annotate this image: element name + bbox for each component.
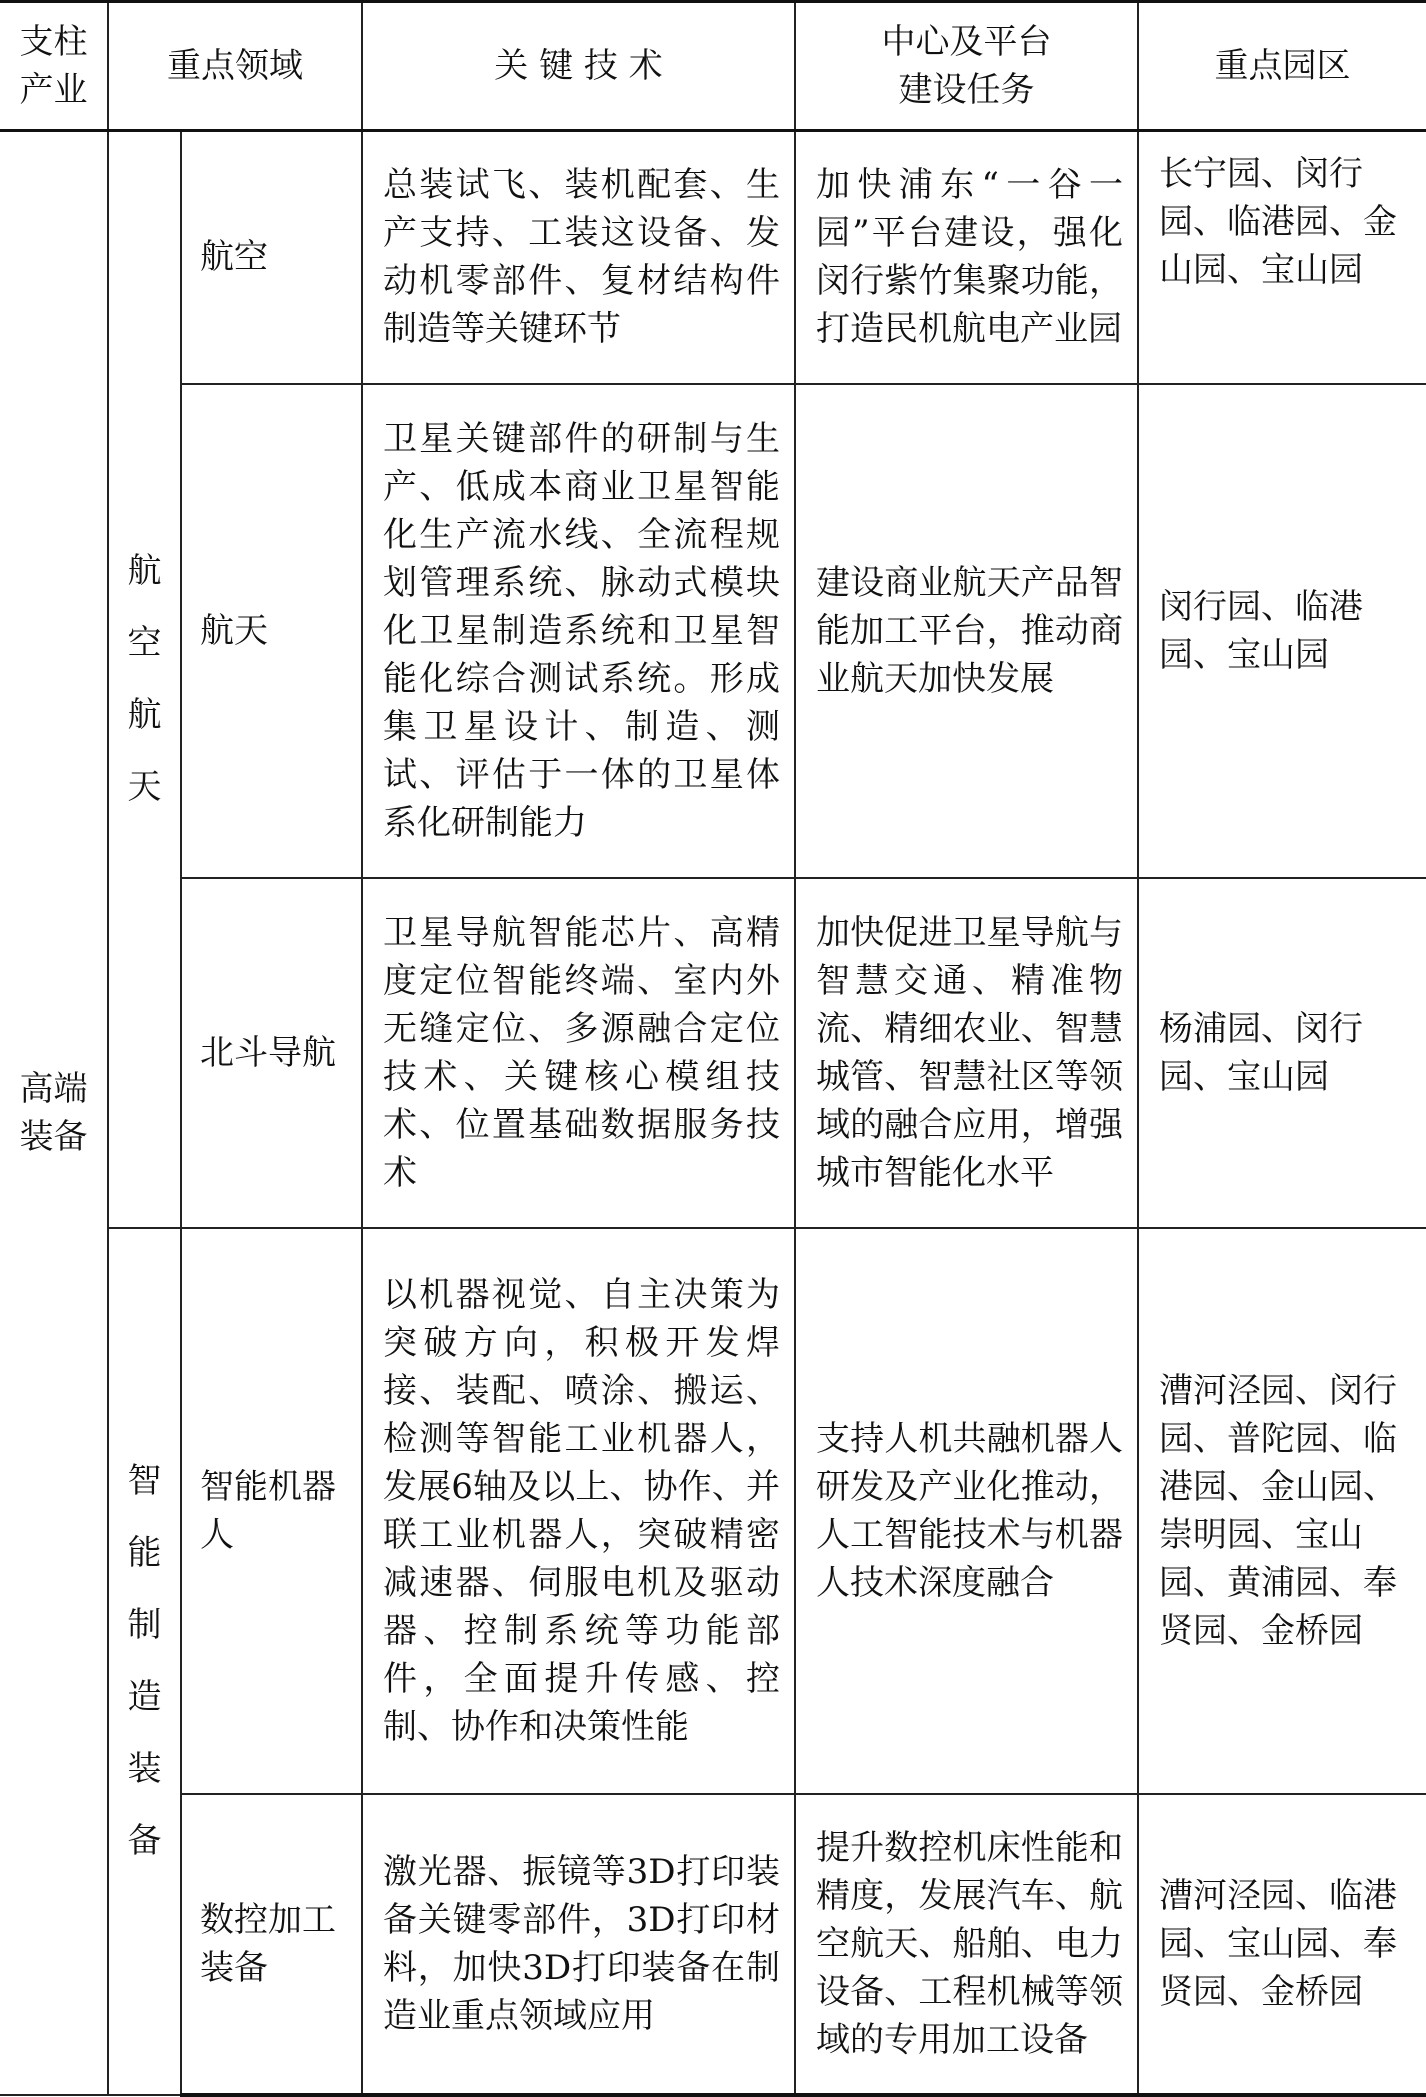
park-cell: 杨浦园、闵行园、宝山园	[1138, 878, 1426, 1228]
header-pillar-line2: 产业	[19, 70, 88, 110]
header-row	[0, 2, 1426, 131]
header-field: 重点领域	[108, 2, 362, 131]
field-cell: 智能机器人	[181, 1228, 362, 1794]
group-aerospace	[108, 131, 181, 1228]
field-cell: 航空	[181, 131, 362, 384]
group-char: 航	[127, 695, 162, 736]
group-char: 装	[127, 1749, 162, 1789]
park-cell: 长宁园、闵行园、临港园、金山园、宝山园	[1138, 131, 1426, 384]
group-char: 能	[127, 1533, 162, 1573]
tech-cell: 卫星关键部件的研制与生产、低成本商业卫星智能化生产流水线、全流程规划管理系统、脉动式模块化卫星制造系统和卫星智能化综合测试系统。形成集卫星设计、制造、测试、评估于一体的卫星体系化研制能力	[362, 384, 795, 878]
header-center-line1: 中心及平台	[881, 22, 1052, 62]
center-cell: 加快促进卫星导航与智慧交通、精准物流、精细农业、智慧城管、智慧社区等领域的融合应用，增强城市智能化水平	[795, 878, 1138, 1228]
header-pillar	[0, 2, 108, 131]
group-char: 天	[127, 767, 162, 808]
group-char: 空	[127, 623, 162, 664]
park-cell: 漕河泾园、闵行园、普陀园、临港园、金山园、崇明园、宝山园、黄浦园、奉贤园、金桥园	[1138, 1228, 1426, 1794]
group-char: 智	[127, 1461, 162, 1501]
group-char: 造	[127, 1677, 162, 1717]
table-row	[0, 1228, 1426, 1794]
group-char: 备	[127, 1821, 162, 1861]
header-pillar-line1: 支柱	[19, 22, 88, 62]
table-row	[0, 131, 1426, 384]
center-cell: 支持人机共融机器人研发及产业化推动，人工智能技术与机器人技术深度融合	[795, 1228, 1138, 1794]
tech-cell: 总装试飞、装机配套、生产支持、工装这设备、发动机零部件、复材结构件制造等关键环节	[362, 131, 795, 384]
group-smart-manufacturing	[108, 1228, 181, 2095]
center-cell: 建设商业航天产品智能加工平台，推动商业航天加快发展	[795, 384, 1138, 878]
header-park: 重点园区	[1138, 2, 1426, 131]
pillar-cell	[0, 131, 108, 2095]
table-row	[0, 1794, 1426, 2095]
pillar-line1: 高端	[19, 1068, 88, 1109]
group-char: 航	[127, 551, 162, 592]
tech-cell: 激光器、振镜等3D打印装备关键零部件，3D打印材料，加快3D打印装备在制造业重点领域应用	[362, 1794, 795, 2095]
header-center	[795, 2, 1138, 131]
tech-cell: 以机器视觉、自主决策为突破方向，积极开发焊接、装配、喷涂、搬运、检测等智能工业机器人，发展6轴及以上、协作、并联工业机器人，突破精密减速器、伺服电机及驱动器、控制系统等功能部件，全面提升传感、控制、协作和决策性能	[362, 1228, 795, 1794]
group-char: 制	[127, 1605, 162, 1645]
center-cell: 提升数控机床性能和精度，发展汽车、航空航天、船舶、电力设备、工程机械等领域的专用加工设备	[795, 1794, 1138, 2095]
park-cell: 漕河泾园、临港园、宝山园、奉贤园、金桥园	[1138, 1794, 1426, 2095]
header-tech: 关 键 技 术	[362, 2, 795, 131]
table-row	[0, 878, 1426, 1228]
center-cell: 加快浦东“一谷一园”平台建设，强化闵行紫竹集聚功能，打造民机航电产业园	[795, 131, 1138, 384]
table-row	[0, 384, 1426, 878]
field-cell: 数控加工装备	[181, 1794, 362, 2095]
pillar-line2: 装备	[19, 1116, 88, 1157]
header-center-line2: 建设任务	[898, 70, 1035, 110]
field-cell: 航天	[181, 384, 362, 878]
tech-cell: 卫星导航智能芯片、高精度定位智能终端、室内外无缝定位、多源融合定位技术、关键核心模组技术、位置基础数据服务技术	[362, 878, 795, 1228]
park-cell: 闵行园、临港园、宝山园	[1138, 384, 1426, 878]
field-cell: 北斗导航	[181, 878, 362, 1228]
